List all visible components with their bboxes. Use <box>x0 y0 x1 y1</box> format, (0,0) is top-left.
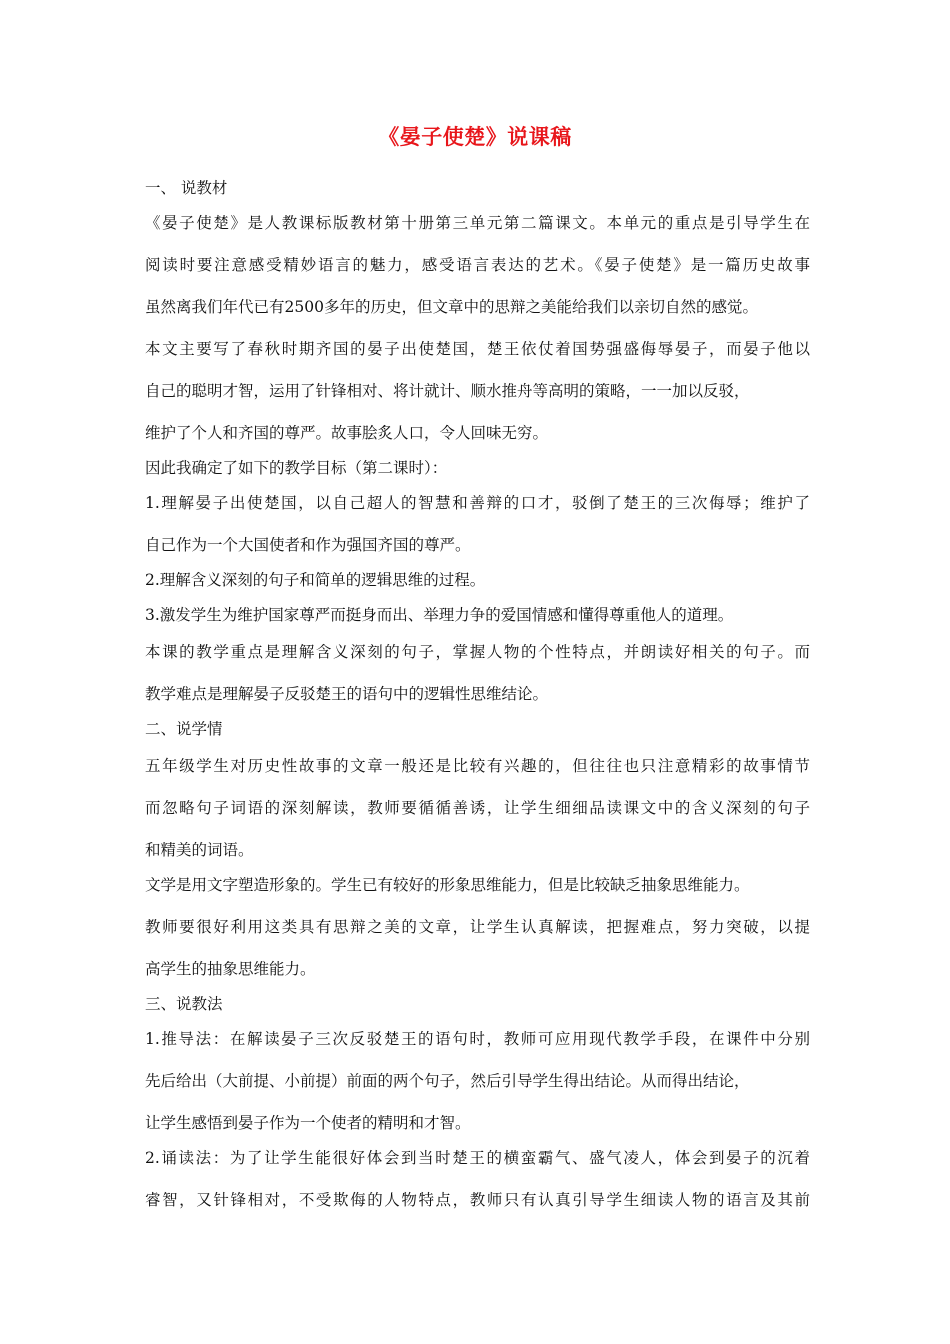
goal-item-3: 3.激发学生为维护国家尊严而挺身而出、举理力争的爱国情感和懂得尊重他人的道理。 <box>145 606 734 624</box>
paragraph-line: 教学难点是理解晏子反驳楚王的语句中的逻辑性思维结论。 <box>145 685 549 703</box>
paragraph-line: 本课的教学重点是理解含义深刻的句子，掌握人物的个性特点，并朗读好相关的句子。而 <box>145 643 810 661</box>
document-title: 《晏子使楚》说课稿 <box>378 125 572 149</box>
paragraph-line: 教师要很好利用这类具有思辩之美的文章，让学生认真解读，把握难点，努力突破，以提 <box>145 918 810 936</box>
paragraph-line: 因此我确定了如下的教学目标（第二课时）： <box>145 459 448 477</box>
paragraph-line: 自己的聪明才智，运用了针锋相对、将计就计、顺水推舟等高明的策略，一一加以反驳， <box>145 382 750 400</box>
paragraph-line: 而忽略句子词语的深刻解读，教师要循循善诱，让学生细细品读课文中的含义深刻的句子 <box>145 799 810 817</box>
section-heading-textbook: 一、 说教材 <box>145 179 228 197</box>
paragraph-line: 先后给出（大前提、小前提）前面的两个句子，然后引导学生得出结论。从而得出结论， <box>145 1072 750 1090</box>
paragraph-line: 和精美的词语。 <box>145 841 254 859</box>
paragraph-line: 五年级学生对历史性故事的文章一般还是比较有兴趣的，但往往也只注意精彩的故事情节 <box>145 757 810 775</box>
goal-item-1: 1.理解晏子出使楚国，以自己超人的智慧和善辩的口才，驳倒了楚王的三次侮辱；维护了 <box>145 494 810 512</box>
paragraph-line: 睿智，又针锋相对，不受欺侮的人物特点，教师只有认真引导学生细读人物的语言及其前 <box>145 1191 810 1209</box>
paragraph-line: 维护了个人和齐国的尊严。故事脍炙人口，令人回味无穷。 <box>145 424 549 442</box>
paragraph-line: 虽然离我们年代已有2500多年的历史，但文章中的思辩之美能给我们以亲切自然的感觉。 <box>145 298 758 316</box>
paragraph-line: 本文主要写了春秋时期齐国的晏子出使楚国，楚王依仗着国势强盛侮辱晏子，而晏子他以 <box>145 340 810 358</box>
section-heading-methods: 三、说教法 <box>145 995 223 1013</box>
paragraph-line: 让学生感悟到晏子作为一个使者的精明和才智。 <box>145 1114 471 1132</box>
goal-item-2: 2.理解含义深刻的句子和简单的逻辑思维的过程。 <box>145 571 486 589</box>
paragraph-line: 高学生的抽象思维能力。 <box>145 960 316 978</box>
section-heading-learners: 二、说学情 <box>145 720 223 738</box>
method-item-2: 2.诵读法：为了让学生能很好体会到当时楚王的横蛮霸气、盛气凌人，体会到晏子的沉着 <box>145 1149 810 1167</box>
method-item-1: 1.推导法：在解读晏子三次反驳楚王的语句时，教师可应用现代教学手段，在课件中分别 <box>145 1030 810 1048</box>
paragraph-line: 阅读时要注意感受精妙语言的魅力，感受语言表达的艺术。《晏子使楚》是一篇历史故事 <box>145 256 810 274</box>
paragraph-line: 《晏子使楚》是人教课标版教材第十册第三单元第二篇课文。本单元的重点是引导学生在 <box>145 214 810 232</box>
paragraph-line: 文学是用文字塑造形象的。学生已有较好的形象思维能力，但是比较缺乏抽象思维能力。 <box>145 876 750 894</box>
paragraph-line: 自己作为一个大国使者和作为强国齐国的尊严。 <box>145 536 471 554</box>
